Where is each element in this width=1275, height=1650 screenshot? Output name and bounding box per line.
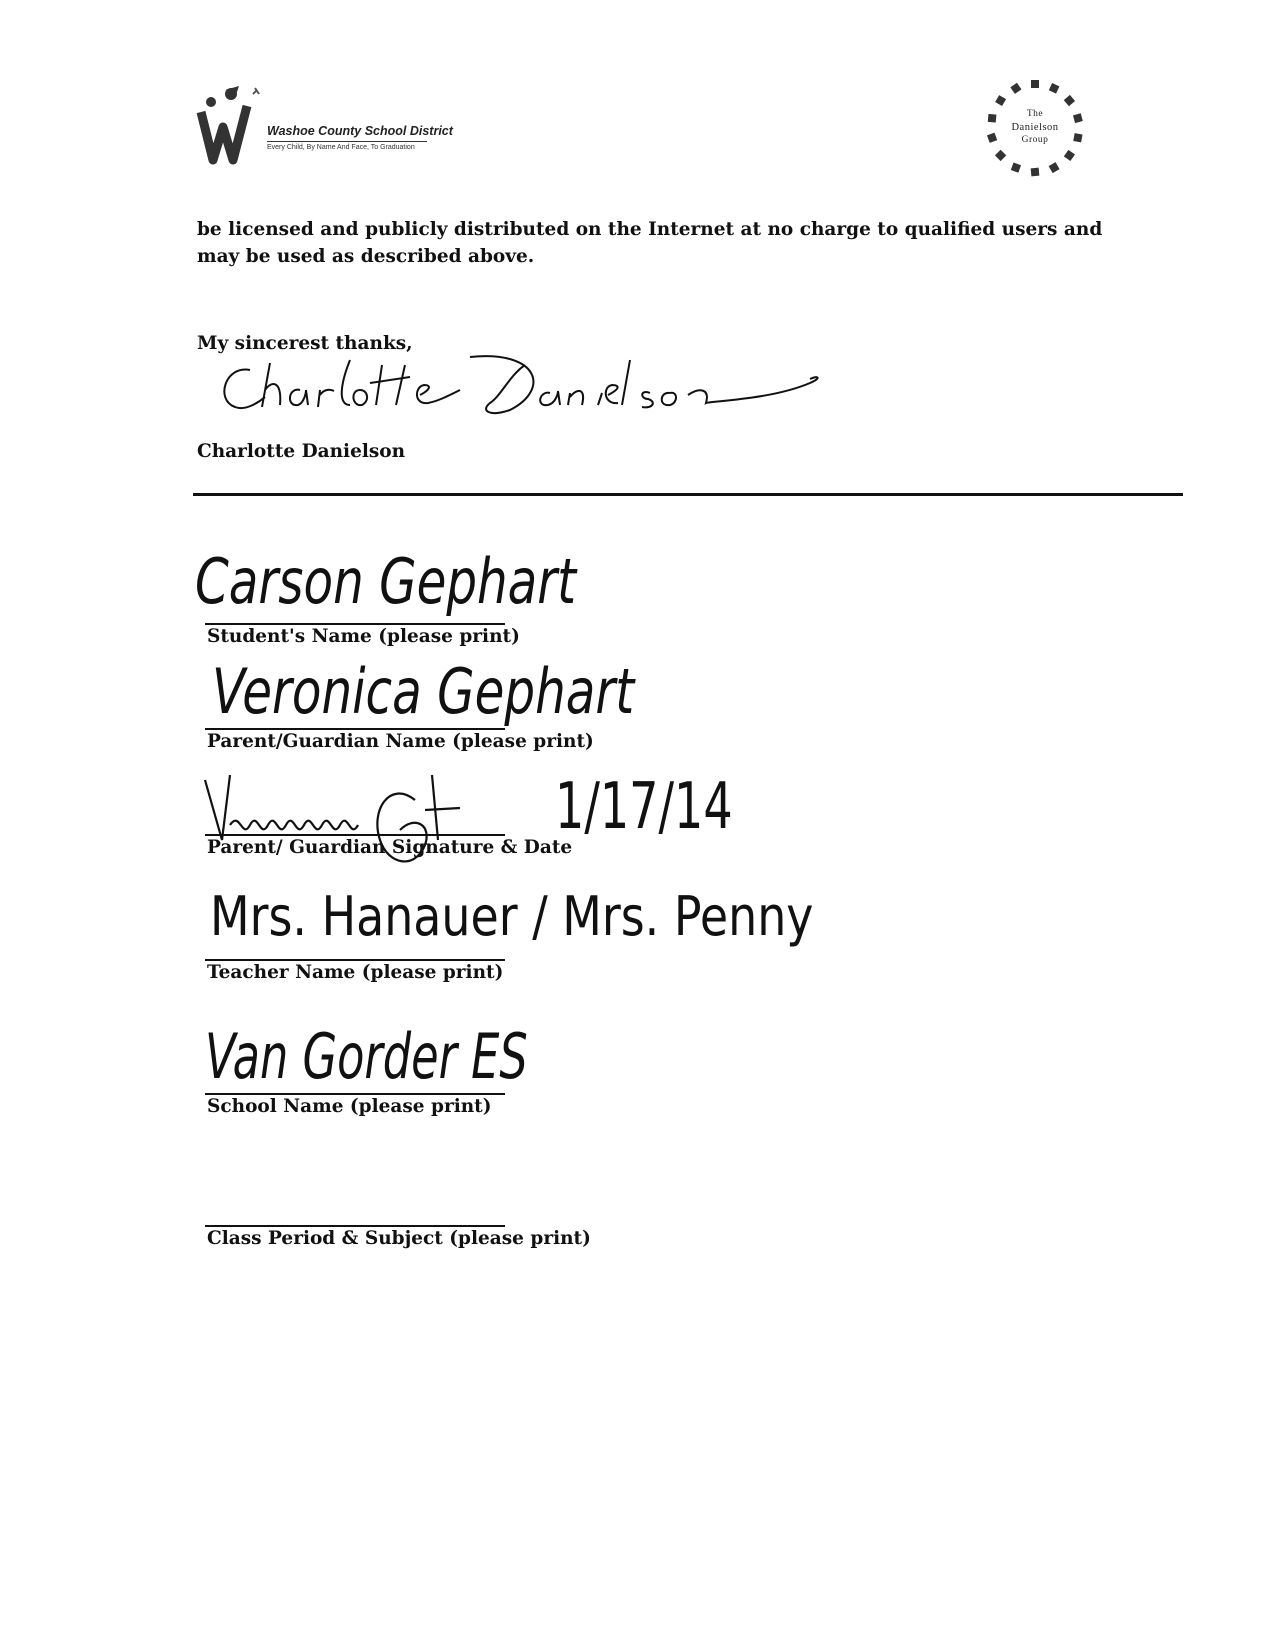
teacher-name-line [205,959,505,961]
teacher-name-label: Teacher Name (please print) [207,962,504,983]
guardian-signature-label: Parent/ Guardian Signature & Date [207,837,573,858]
ring-square [995,95,1006,106]
danielson-group-word-3: Group [1021,135,1049,145]
district-tagline: Every Child, By Name And Face, To Graduation [267,144,415,151]
signer-name: Charlotte Danielson [197,441,406,462]
student-name-handwriting: Carson Gephart [195,545,577,618]
charlotte-danielson-signature [210,345,910,435]
ring-square [1049,83,1060,94]
school-name-label: School Name (please print) [207,1096,492,1117]
section-divider [193,493,1183,496]
class-period-label: Class Period & Subject (please print) [207,1228,591,1249]
class-period-line [205,1225,505,1227]
ring-square [1064,150,1075,161]
danielson-group-logo [985,78,1095,188]
ring-square [1031,168,1040,177]
letter-closing: My sincerest thanks, [197,333,413,354]
danielson-group-wordmark [985,108,1085,147]
district-name: Washoe County School District [267,124,453,138]
guardian-signature [200,770,520,880]
ring-square [1011,163,1021,173]
ring-square [1031,80,1039,88]
district-logo-mark [195,72,275,182]
guardian-name-handwriting: Veronica Gephart [212,655,635,728]
danielson-group-word-2: Danielson [1011,122,1059,133]
ring-square [995,150,1006,161]
district-logo [195,72,453,182]
guardian-name-line [205,728,505,730]
teacher-name-handwriting: Mrs. Hanauer / Mrs. Penny [210,885,814,948]
district-logo-rule [267,141,427,142]
signature-date-handwriting: 1/17/14 [555,770,733,844]
student-name-line [205,623,505,625]
ring-square [1049,162,1060,173]
danielson-group-word-1: The [1026,109,1044,119]
school-name-line [205,1093,505,1095]
letter-paragraph: be licensed and publicly distributed on the Internet at no charge to qualified users and may be used as described above. [197,219,1103,267]
student-name-label: Student's Name (please print) [207,626,520,647]
school-name-handwriting: Van Gorder ES [205,1020,528,1093]
ring-square [1010,83,1021,94]
guardian-name-label: Parent/Guardian Name (please print) [207,731,594,752]
ring-square [1064,95,1075,106]
guardian-signature-line [205,834,505,836]
